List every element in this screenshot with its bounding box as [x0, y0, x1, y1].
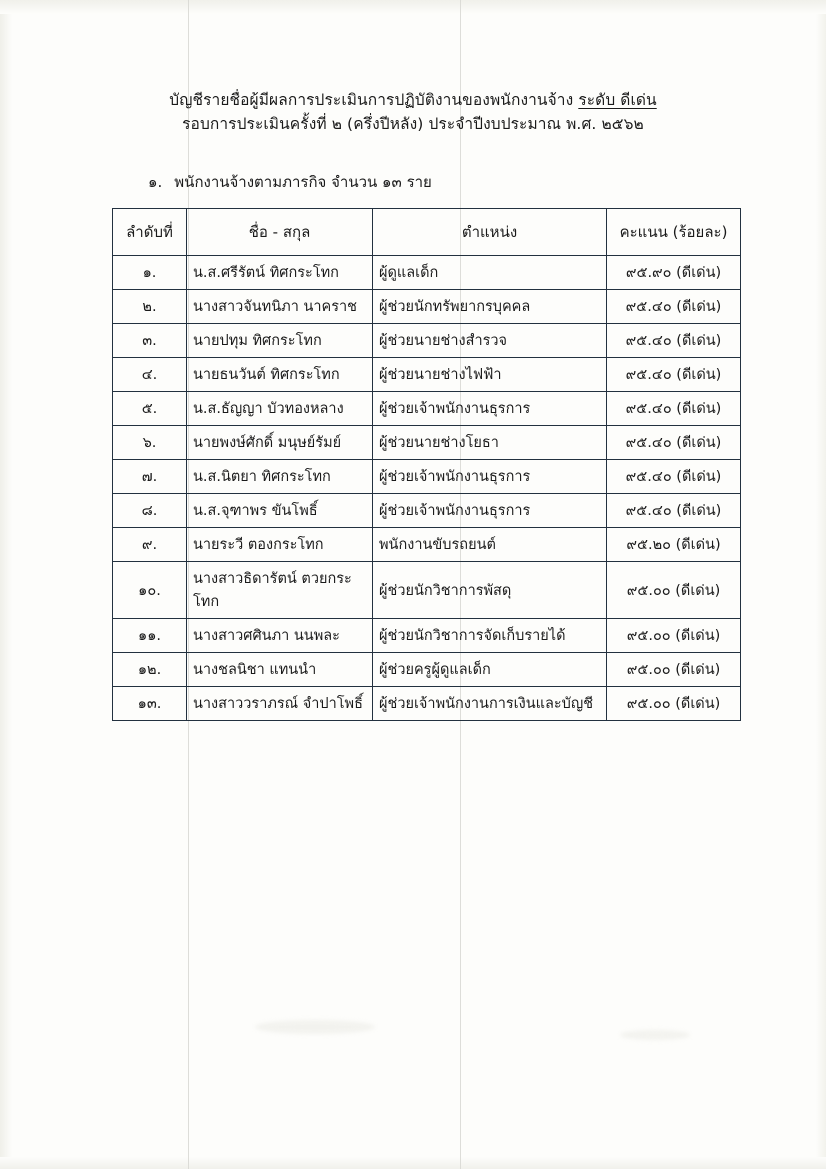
cell-no: ๗. [113, 460, 187, 494]
document-title-block [0, 88, 826, 136]
cell-no: ๑๑. [113, 619, 187, 653]
table-row [113, 426, 741, 460]
column-header-score: คะแนน (ร้อยละ) [607, 209, 741, 256]
table-row [113, 290, 741, 324]
table-row [113, 562, 741, 619]
cell-no: ๘. [113, 494, 187, 528]
column-header-no: ลำดับที่ [113, 209, 187, 256]
cell-position: ผู้ช่วยเจ้าพนักงานธุรการ [373, 460, 607, 494]
cell-no: ๑๐. [113, 562, 187, 619]
cell-score: ๙๕.๐๐ (ดีเด่น) [607, 619, 741, 653]
cell-position: ผู้ช่วยครูผู้ดูแลเด็ก [373, 653, 607, 687]
title-main-text: บัญชีรายชื่อผู้มีผลการประเมินการปฏิบัติงานของพนักงานจ้าง [169, 91, 579, 109]
table-body [113, 256, 741, 721]
cell-score: ๙๕.๙๐ (ดีเด่น) [607, 256, 741, 290]
section-number: ๑. [148, 173, 163, 192]
scan-smudge [620, 1030, 690, 1040]
table-row [113, 494, 741, 528]
cell-score: ๙๕.๔๐ (ดีเด่น) [607, 324, 741, 358]
cell-position: ผู้ช่วยนายช่างสำรวจ [373, 324, 607, 358]
cell-name: นายธนวันต์ ทิศกระโทก [187, 358, 373, 392]
cell-score: ๙๕.๔๐ (ดีเด่น) [607, 460, 741, 494]
cell-position: ผู้ช่วยเจ้าพนักงานการเงินและบัญชี [373, 687, 607, 721]
table-header-row [113, 209, 741, 256]
cell-position: ผู้ช่วยนายช่างไฟฟ้า [373, 358, 607, 392]
cell-position: ผู้ช่วยเจ้าพนักงานธุรการ [373, 494, 607, 528]
cell-name: นายพงษ์ศักดิ์ มนุษย์รัมย์ [187, 426, 373, 460]
table-row [113, 392, 741, 426]
cell-name: นางสาววราภรณ์ จำปาโพธิ์ [187, 687, 373, 721]
cell-no: ๑๓. [113, 687, 187, 721]
column-header-position: ตำแหน่ง [373, 209, 607, 256]
cell-position: ผู้ช่วยนักวิชาการพัสดุ [373, 562, 607, 619]
table-row [113, 528, 741, 562]
table-row [113, 460, 741, 494]
table-row [113, 653, 741, 687]
cell-no: ๑. [113, 256, 187, 290]
page-edge-bottom [0, 1157, 826, 1169]
cell-position: ผู้ดูแลเด็ก [373, 256, 607, 290]
table-row [113, 687, 741, 721]
cell-name: นางสาวจันทนิภา นาคราช [187, 290, 373, 324]
document-title-line-1 [0, 88, 826, 112]
cell-no: ๖. [113, 426, 187, 460]
column-header-name: ชื่อ - สกุล [187, 209, 373, 256]
cell-name: น.ส.นิตยา ทิศกระโทก [187, 460, 373, 494]
cell-no: ๑๒. [113, 653, 187, 687]
cell-score: ๙๕.๐๐ (ดีเด่น) [607, 687, 741, 721]
cell-no: ๕. [113, 392, 187, 426]
cell-name: นายปทุม ทิศกระโทก [187, 324, 373, 358]
cell-score: ๙๕.๔๐ (ดีเด่น) [607, 358, 741, 392]
cell-no: ๒. [113, 290, 187, 324]
cell-position: พนักงานขับรถยนต์ [373, 528, 607, 562]
table-row [113, 619, 741, 653]
cell-no: ๙. [113, 528, 187, 562]
cell-name: นางสาวศศินภา นนพละ [187, 619, 373, 653]
table-row [113, 358, 741, 392]
cell-name: น.ส.จุฑาพร ขันโพธิ์ [187, 494, 373, 528]
cell-position: ผู้ช่วยเจ้าพนักงานธุรการ [373, 392, 607, 426]
table-row [113, 256, 741, 290]
cell-score: ๙๕.๔๐ (ดีเด่น) [607, 392, 741, 426]
evaluation-results-table [112, 208, 741, 721]
document-title-line-2: รอบการประเมินครั้งที่ ๒ (ครึ่งปีหลัง) ประจำปีงบประมาณ พ.ศ. ๒๕๖๒ [182, 115, 644, 134]
title-grade-emphasis: ระดับ ดีเด่น [578, 91, 657, 109]
scan-smudge [255, 1020, 375, 1034]
cell-score: ๙๕.๔๐ (ดีเด่น) [607, 290, 741, 324]
cell-position: ผู้ช่วยนายช่างโยธา [373, 426, 607, 460]
cell-no: ๓. [113, 324, 187, 358]
cell-score: ๙๕.๔๐ (ดีเด่น) [607, 494, 741, 528]
cell-position: ผู้ช่วยนักวิชาการจัดเก็บรายได้ [373, 619, 607, 653]
cell-name: น.ส.ธัญญา บัวทองหลาง [187, 392, 373, 426]
cell-no: ๔. [113, 358, 187, 392]
cell-name: นางสาวธิดารัตน์ ตวยกระโทก [187, 562, 373, 619]
section-label: พนักงานจ้างตามภารกิจ จำนวน ๑๓ ราย [174, 173, 432, 192]
cell-score: ๙๕.๐๐ (ดีเด่น) [607, 653, 741, 687]
cell-name: นายระวี ตองกระโทก [187, 528, 373, 562]
cell-name: น.ส.ศรีรัตน์ ทิศกระโทก [187, 256, 373, 290]
cell-position: ผู้ช่วยนักทรัพยากรบุคคล [373, 290, 607, 324]
section-heading [148, 170, 826, 194]
cell-score: ๙๕.๐๐ (ดีเด่น) [607, 562, 741, 619]
cell-score: ๙๕.๔๐ (ดีเด่น) [607, 426, 741, 460]
cell-score: ๙๕.๒๐ (ดีเด่น) [607, 528, 741, 562]
table-row [113, 324, 741, 358]
cell-name: นางชลนิชา แทนนำ [187, 653, 373, 687]
